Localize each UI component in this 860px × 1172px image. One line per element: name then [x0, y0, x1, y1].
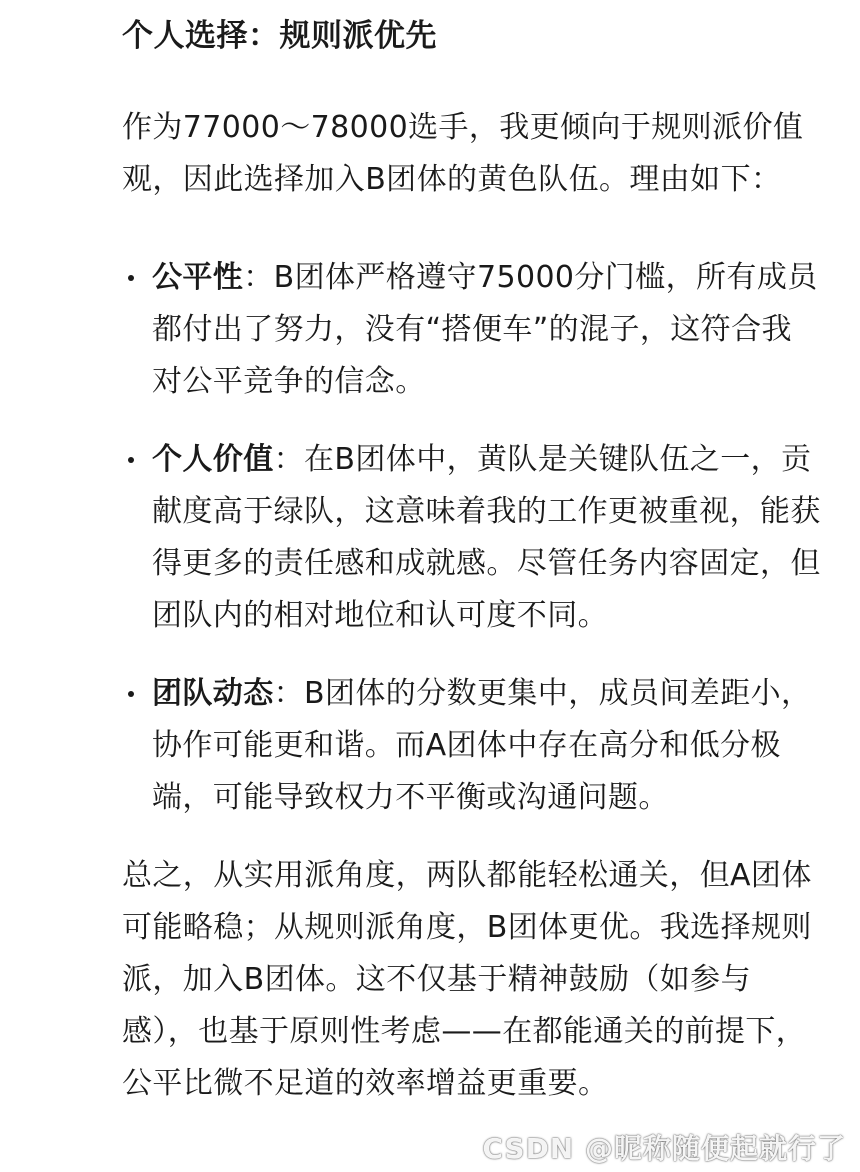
- intro-paragraph: 作为77000～78000选手，我更倾向于规则派价值观，因此选择加入B团体的黄色队伍。理由如下：: [122, 110, 804, 197]
- article: [122, 0, 822, 1110]
- list-item: [122, 668, 822, 824]
- bullet-term: 公平性: [152, 260, 244, 295]
- bullet-dot-icon: [128, 457, 134, 463]
- bullet-term: 团队动态: [152, 676, 274, 711]
- bullet-dot-icon: [128, 275, 134, 281]
- reasons-list: [122, 252, 822, 824]
- bullet-term: 个人价值: [152, 442, 274, 477]
- bullet-text: ：在B团体中，黄队是关键队伍之一，贡献度高于绿队，这意味着我的工作更被重视，能获得更多的责任感和成就感。尽管任务内容固定，但团队内的相对地位和认可度不同。: [152, 442, 821, 633]
- bullet-dot-icon: [128, 691, 134, 697]
- section-heading: 个人选择：规则派优先: [122, 18, 437, 54]
- watermark: CSDN @昵称随便起就行了: [482, 1132, 846, 1165]
- bullet-text: ：B团体的分数更集中，成员间差距小，协作可能更和谐。而A团体中存在高分和低分极端，可能导致权力不平衡或沟通问题。: [152, 676, 812, 815]
- list-item: [122, 434, 822, 642]
- list-item: [122, 252, 822, 408]
- bullet-text: ：B团体严格遵守75000分门槛，所有成员都付出了努力，没有“搭便车”的混子，这符合我对公平竞争的信念。: [152, 260, 818, 399]
- summary-paragraph: 总之，从实用派角度，两队都能轻松通关，但A团体可能略稳；从规则派角度，B团体更优。我选择规则派，加入B团体。这不仅基于精神鼓励（如参与感），也基于原则性考虑——在都能通关的前提下，公平比微不足道的效率增益更重要。: [122, 858, 812, 1101]
